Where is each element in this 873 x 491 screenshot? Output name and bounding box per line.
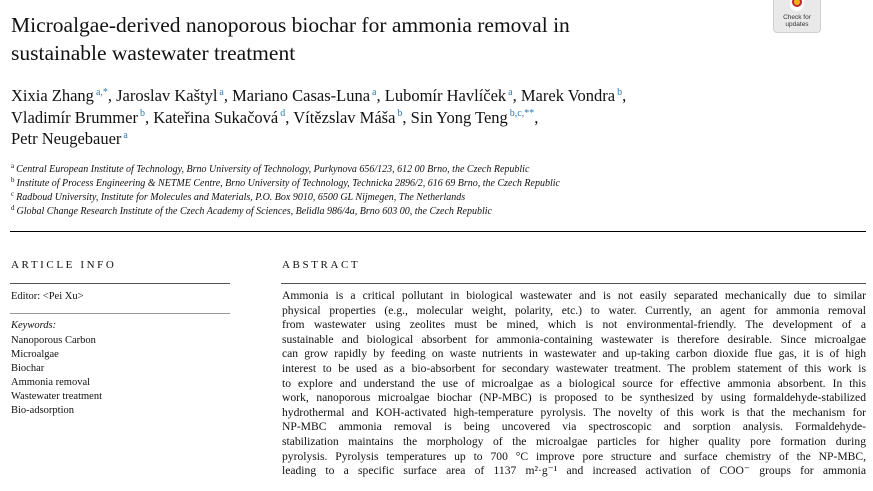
keywords-label: Keywords: [11,320,57,331]
abstract-line: can grow rapidly by feeding on waste nutrients in wastewater and up-taking carbon dioxide flue gas, it is of high [282,347,866,361]
author-name[interactable]: Lubomír Havlíček [384,86,507,105]
affiliation-c [11,191,861,205]
author-separator: , [107,86,113,105]
author-separator: , [144,107,150,127]
crossmark-icon [790,0,804,11]
abstract-body [282,289,866,479]
author-separator: , [622,86,627,105]
abstract-line: from wastewater using zeolites must be mined, which is not environmental-friendly. The development of a [282,318,866,332]
abstract-line: pyrolysis. Pyrolysis temperatures up to 700 °C improve pore structure and surface chemistry of the NP-MBC, [282,449,866,463]
keyword-item: Biochar [11,363,45,374]
affiliation-b [11,177,861,191]
badge-line-1: Check for [783,14,811,21]
author-name[interactable]: Jaroslav Kaštyl [116,86,218,105]
badge-line-2: updates [785,21,809,28]
author-separator: , [223,86,228,105]
keyword-item: Nanoporous Carbon [11,335,96,346]
abstract-line: leading to a specific surface area of 1137 m²·g⁻¹ and increased activation of COO⁻ groups for ammonia [282,464,866,478]
abstract-heading: ABSTRACT [282,259,361,271]
author-line-1 [11,85,771,107]
author-name[interactable]: Kateřina Sukačová [153,107,279,127]
author-name[interactable]: Marek Vondra [520,86,616,105]
abstract-line: interest to be used as a bio-absorbent for secondary wastewater treatment. The problem statement of this work is [282,361,866,375]
keywords-list [11,334,102,418]
article-info-heading: ARTICLE INFO [11,259,117,271]
abstract-line: NP-MBC ammonia removal is being uncovered via spectroscopic and sorption analysis. Formaldehyde- [282,420,866,434]
abstract-line: hydrothermal and KOH-activated high-temperature pyrolysis. The novelty of this work is that the mechanism for [282,405,866,419]
author-affiliation-link[interactable]: a [372,86,377,98]
affiliation-list [11,163,861,219]
abstract-line: Ammonia is a critical pollutant in biological wastewater and is not easily separated mechanically due to similar [282,289,866,302]
affiliation-text: Global Change Research Institute of the Czech Academy of Sciences, Belidla 986/4a, Brno 603 00, the Czech Republic [16,206,492,217]
editor-note: Editor: <Pei Xu> [11,291,84,302]
abstract-line: physical properties (e.g., molecular weight, polarity, etc.) to water. Currently, an agent for ammonia removal [282,303,866,317]
article-title [11,11,731,67]
author-separator: , [402,107,407,127]
author-affiliation-link[interactable]: b,c,** [509,108,535,119]
author-line-2 [11,107,771,129]
affiliation-key: b [11,175,15,184]
editor-divider [10,313,230,314]
author-affiliation-link[interactable]: b [617,86,623,98]
author-affiliation-link[interactable]: d [280,108,286,119]
affiliation-a [11,163,861,177]
keyword-item: Ammonia removal [11,377,91,388]
author-name[interactable]: Petr Neugebauer [11,129,122,148]
abstract-line: work, nanoporous microalgae biochar (NP-MBC) is proposed to be synthesized by using formaldehyde-stabilized [282,391,866,405]
affiliation-key: d [11,203,15,212]
header-divider [10,231,866,232]
author-name[interactable]: Vítězslav Máša [293,107,396,127]
author-name[interactable]: Vladimír Brummer [11,107,138,127]
author-affiliation-link[interactable]: a [123,129,128,141]
author-affiliation-link[interactable]: a [219,86,224,98]
affiliation-key: c [11,189,15,198]
affiliation-text: Radboud University, Institute for Molecules and Materials, P.O. Box 9010, 6500 GL Nijmegen, The Netherlands [16,192,466,203]
keyword-item: Wastewater treatment [11,391,102,402]
author-line-3 [11,128,771,150]
author-affiliation-link[interactable]: b [139,108,145,119]
title-line-2: sustainable wastewater treatment [11,41,296,65]
author-name[interactable]: Xixia Zhang [11,86,94,105]
author-affiliation-link[interactable]: b [397,108,403,119]
keyword-item: Bio-adsorption [11,405,74,416]
author-separator: , [285,107,290,127]
author-affiliation-link[interactable]: a [508,86,513,98]
author-separator: , [534,107,539,127]
affiliation-key: a [11,161,15,170]
check-for-updates-badge[interactable] [773,0,821,33]
keyword-item: Microalgae [11,349,59,360]
abstract-line: sustainable and biological absorbent for ammonia-containing wastewater is therefore desirable. Since microalgae [282,332,866,346]
abstract-divider [281,283,866,284]
affiliation-text: Central European Institute of Technology, Brno University of Technology, Purkynova 656/123, 612 00 Brno, the Czech Republic [16,164,530,175]
title-line-1: Microalgae-derived nanoporous biochar for ammonia removal in [11,13,570,37]
affiliation-d [11,205,861,219]
author-affiliation-link[interactable]: a,* [95,86,108,98]
author-list [11,85,771,150]
author-separator: , [376,86,381,105]
author-name[interactable]: Mariano Casas-Luna [232,86,371,105]
author-separator: , [512,86,517,105]
abstract-line: stabilization maintains the morphology of the microalgae particles for higher quality pore formation during [282,434,866,448]
affiliation-text: Institute of Process Engineering & NETME Centre, Brno University of Technology, Technicka 2896/2, 616 69 Brno, the Czech Republic [16,178,560,189]
author-name[interactable]: Sin Yong Teng [410,107,508,127]
article-info-divider [10,283,230,284]
abstract-line: to explore and understand the use of microalgae as a biological source for effective ammonia absorbent. In this [282,376,866,390]
